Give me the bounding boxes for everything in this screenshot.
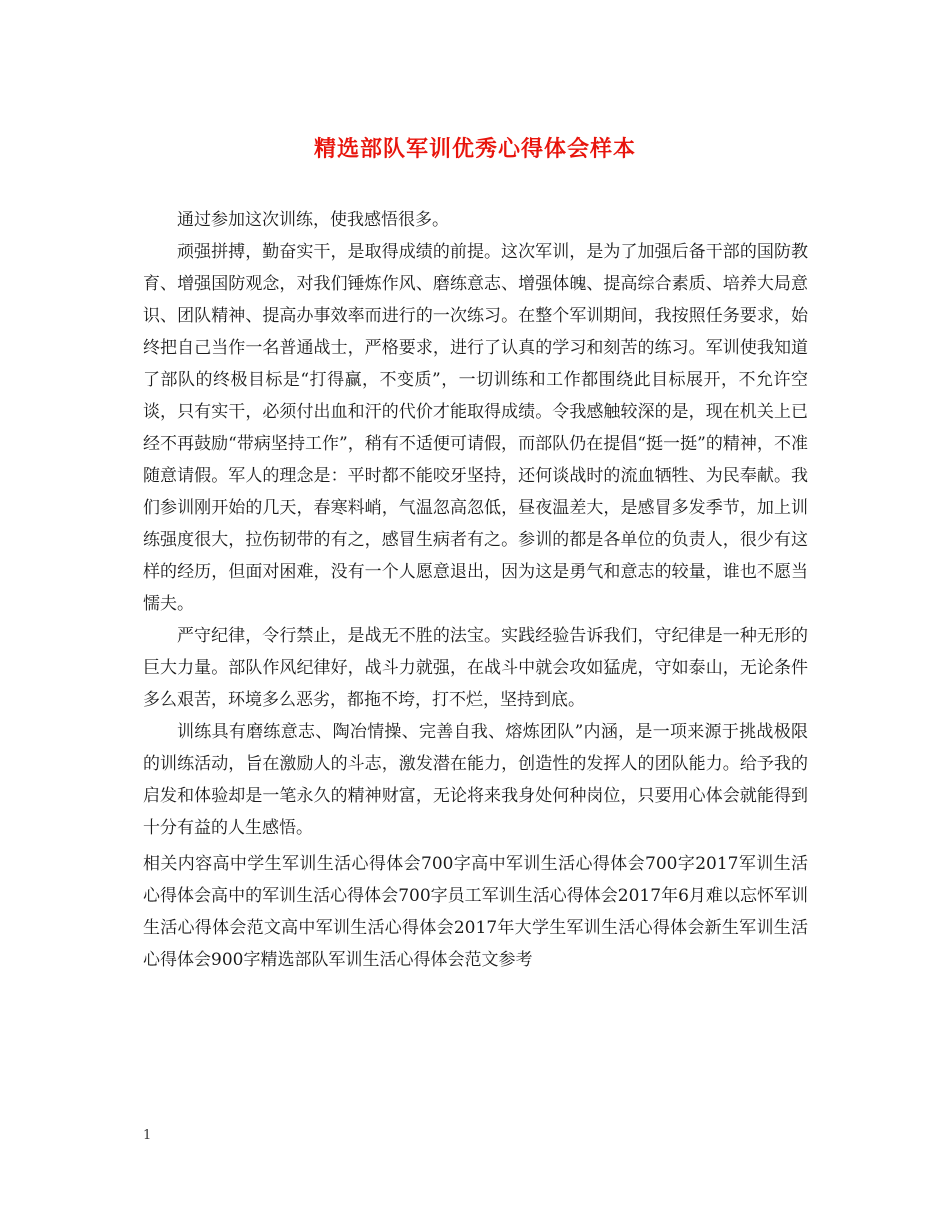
- paragraph-training: 训练具有磨练意志、陶冶情操、完善自我、熔炼团队”内涵，是一项来源于挑战极限的训练活动，旨在激励人的斗志，激发潜在能力，创造性的发挥人的团队能力。给予我的启发和体验却是一笔永久的精神财富，无论将来我身处何种岗位，只要用心体会就能得到十分有益的人生感悟。: [143, 722, 808, 838]
- document-body: [143, 204, 808, 976]
- paragraph-intro: 通过参加这次训练，使我感悟很多。: [177, 210, 449, 230]
- page-number: 1: [143, 1128, 152, 1143]
- paragraph-perseverance: 顽强拼搏，勤奋实干，是取得成绩的前提。这次军训，是为了加强后备干部的国防教育、增强国防观念，对我们锤炼作风、磨练意志、增强体魄、提高综合素质、培养大局意识、团队精神、提高办事效率而进行的一次练习。在整个军训期间，我按照任务要求，始终把自己当作一名普通战士，严格要求，进行了认真的学习和刻苦的练习。军训使我知道了部队的终极目标是“打得赢，不变质”，一切训练和工作都围绕此目标展开，不允许空谈，只有实干，必须付出血和汗的代价才能取得成绩。令我感触较深的是，现在机关上已经不再鼓励“带病坚持工作”，稍有不适便可请假，而部队仍在提倡“挺一挺”的精神，不准随意请假。军人的理念是：平时都不能咬牙坚持，还何谈战时的流血牺牲、为民奉献。我们参训刚开始的几天，春寒料峭，气温忽高忽低，昼夜温差大，是感冒多发季节，加上训练强度很大，拉伤韧带的有之，感冒生病者有之。参训的都是各单位的负责人，很少有这样的经历，但面对困难，没有一个人愿意退出，因为这是勇气和意志的较量，谁也不愿当懦夫。: [143, 242, 808, 614]
- related-content: 相关内容高中学生军训生活心得体会700字高中军训生活心得体会700字2017军训生活心得体会高中的军训生活心得体会700字员工军训生活心得体会2017年6月难以忘怀军训生活心得体会范文高中军训生活心得体会2017年大学生军训生活心得体会新生军训生活心得体会900字精选部队军训生活心得体会范文参考: [143, 854, 808, 970]
- paragraph-discipline: 严守纪律，令行禁止，是战无不胜的法宝。实践经验告诉我们，守纪律是一种无形的巨大力量。部队作风纪律好，战斗力就强，在战斗中就会攻如猛虎，守如泰山，无论条件多么艰苦，环境多么恶劣，都拖不垮，打不烂，坚持到底。: [143, 626, 808, 710]
- document-title: 精选部队军训优秀心得体会样本: [313, 136, 636, 162]
